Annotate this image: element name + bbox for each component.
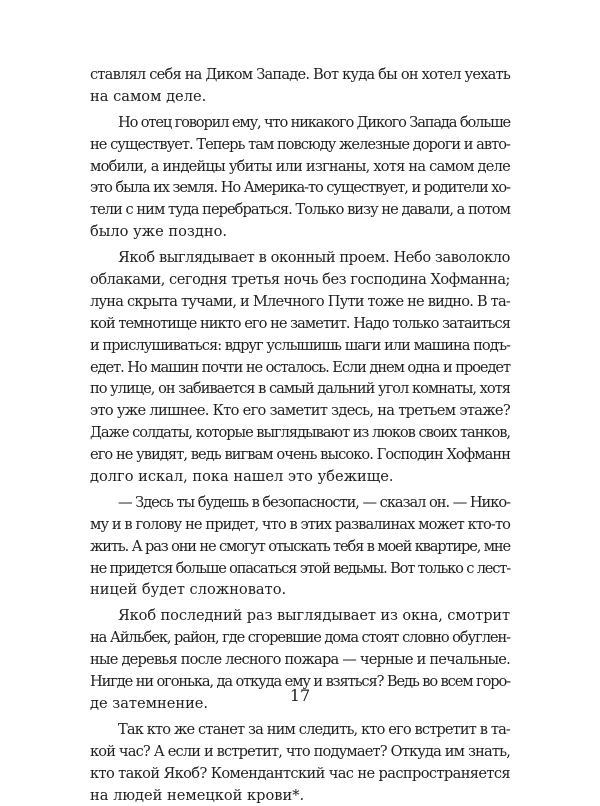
page-number: 17: [0, 686, 600, 705]
text-line: кто такой Якоб? Комендантский час не распространяется: [90, 763, 510, 785]
text-line: едет. Но машин почти не осталось. Если днем одна и проедет: [90, 357, 510, 379]
paragraph: [90, 247, 510, 488]
text-line: долго искал, пока нашел это убежище.: [90, 466, 510, 488]
text-line: облаками, сегодня третья ночь без господина Хофманна;: [90, 269, 510, 291]
text-line: луна скрыта тучами, и Млечного Пути тоже не видно. В та-: [90, 291, 510, 313]
paragraph: [90, 112, 510, 243]
text-line: Якоб последний раз выглядывает из окна, смотрит: [90, 605, 510, 627]
text-line: ставлял себя на Диком Западе. Вот куда бы он хотел уехать: [90, 64, 510, 86]
text-line: кой час? А если и встретит, что подумает? Откуда им знать,: [90, 741, 510, 763]
text-line: Но отец говорил ему, что никакого Дикого Запада больше: [90, 112, 510, 134]
text-line: му и в голову не придет, что в этих развалинах может кто-то: [90, 514, 510, 536]
text-line: его не увидят, ведь вигвам очень высоко. Господин Хофманн: [90, 444, 510, 466]
text-line: тели с ним туда перебраться. Только визу не давали, а потом: [90, 199, 510, 221]
text-line: было уже поздно.: [90, 221, 510, 243]
paragraph: [90, 64, 510, 108]
text-line: мобили, а индейцы убиты или изгнаны, хотя на самом деле: [90, 156, 510, 178]
text-line: — Здесь ты будешь в безопасности, — сказал он. — Нико-: [90, 492, 510, 514]
text-line: де затемнение.: [90, 693, 510, 715]
paragraph: [90, 719, 510, 806]
text-line: на самом деле.: [90, 86, 510, 108]
text-line: Нигде ни огонька, да откуда ему и взяться? Ведь во всем горо-: [90, 671, 510, 693]
text-line: Даже солдаты, которые выглядывают из люков своих танков,: [90, 422, 510, 444]
text-line: кой темнотище никто его не заметит. Надо только затаиться: [90, 313, 510, 335]
text-line: Так кто же станет за ним следить, кто его встретит в та-: [90, 719, 510, 741]
text-line: не существует. Теперь там повсюду железные дороги и авто-: [90, 134, 510, 156]
text-line: это уже лишнее. Кто его заметит здесь, на третьем этаже?: [90, 400, 510, 422]
text-line: на людей немецкой крови*.: [90, 785, 510, 806]
text-line: по улице, он забивается в самый дальний угол комнаты, хотя: [90, 378, 510, 400]
text-line: и прислушиваться: вдруг услышишь шаги или машина подъ-: [90, 335, 510, 357]
text-line: не придется больше опасаться этой ведьмы. Вот только с лест-: [90, 558, 510, 580]
text-line: это была их земля. Но Америка-то существует, и родители хо-: [90, 177, 510, 199]
text-line: ные деревья после лесного пожара — черные и печальные.: [90, 649, 510, 671]
text-line: на Айльбек, район, где сгоревшие дома стоят словно обуглен-: [90, 627, 510, 649]
paragraph: [90, 492, 510, 601]
text-line: жить. А раз они не смогут отыскать тебя в моей квартире, мне: [90, 536, 510, 558]
text-line: Якоб выглядывает в оконный проем. Небо заволокло: [90, 247, 510, 269]
text-line: ницей будет сложновато.: [90, 579, 510, 601]
